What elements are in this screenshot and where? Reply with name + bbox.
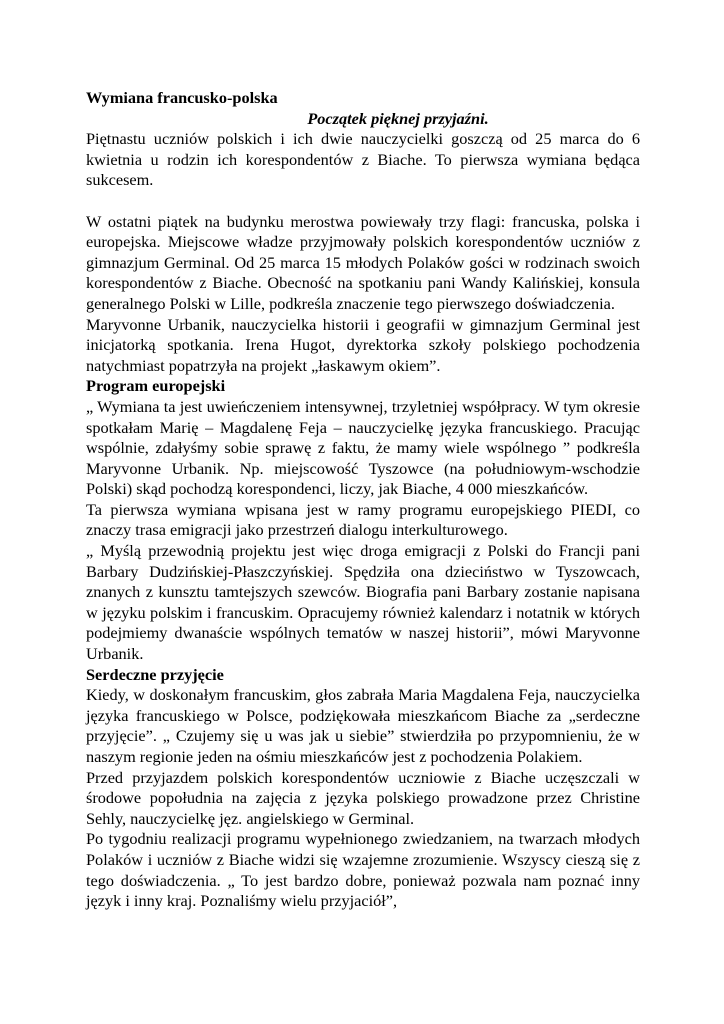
section-heading-program: Program europejski [86,376,226,396]
document-page [86,88,640,912]
article-title: Wymiana francusko-polska [86,88,278,107]
section-heading-welcome: Serdeczne przyjęcie [86,664,224,684]
section2-paragraph: Kiedy, w doskonałym francuskim, głos zabrała Maria Magdalena Feja, nauczycielka języka francuskiego w Polsce, podziękowała mieszkańcom Biache za „serdeczne przyjęcie”. „ Czujemy się u was jak u siebie” stwierdziła po przypomnieniu, że w naszym regionie jeden na ośmiu mieszkańców jest z pochodzenia Polakiem. [86,685,640,766]
section2-paragraph: Przed przyjazdem polskich korespondentów uczniowie z Biache uczęszczali w środowe popołudnia na zajęcia z języka polskiego prowadzone przez Christine Sehly, nauczycielkę jęz. angielskiego w Germinal. [86,767,640,828]
section2-paragraph: Po tygodniu realizacji programu wypełnionego zwiedzaniem, na twarzach młodych Polaków i uczniów z Biache widzi się wzajemne zrozumienie. Wszyscy cieszą się z tego doświadczenia. „ To jest bardzo dobre, ponieważ pozwala nam poznać inny język i inny kraj. Poznaliśmy wielu przyjaciół”, [86,829,640,911]
article-subtitle: Początek pięknej przyjaźni. [307,108,489,128]
section1-paragraph: Ta pierwsza wymiana wpisana jest w ramy programu europejskiego PIEDI, co znaczy trasa emigracji jako przestrzeń dialogu interkulturowego. [86,499,640,540]
section1-paragraph: „ Myślą przewodnią projektu jest więc droga emigracji z Polski do Francji pani Barbary Dudzińskiej-Płaszczyńskiej. Spędziła ona dzieciństwo w Tyszowcach, znanych z kunsztu tamtejszych szewców. Biografia pani Barbary zostanie napisana w języku polskim i francuskim. Opracujemy również kalendarz i notatnik w których podejmiemy dwanaście wspólnych tematów w naszej historii”, mówi Maryvonne Urbanik. [86,541,640,664]
paragraph-spacer [86,191,640,212]
lead-paragraph: Piętnastu uczniów polskich i ich dwie nauczycielki goszczą od 25 marca do 6 kwietnia u rodzin ich korespondentów z Biache. To pierwsza wymiana będąca sukcesem. [86,129,640,190]
intro-paragraph: W ostatni piątek na budynku merostwa powiewały trzy flagi: francuska, polska i europejska. Miejscowe władze przyjmowały polskich korespondentów uczniów z gimnazjum Germinal. Od 25 marca 15 młodych Polaków gości w rodzinach swoich korespondentów z Biache. Obecność na spotkaniu pani Wandy Kalińskiej, konsula generalnego Polski w Lille, podkreśla znaczenie tego pierwszego doświadczenia. [86,211,640,313]
intro-paragraph: Maryvonne Urbanik, nauczycielka historii i geografii w gimnazjum Germinal jest inicjatorką spotkania. Irena Hugot, dyrektorka szkoły polskiego pochodzenia natychmiast popatrzyła na projekt „łaskawym okiem”. [86,314,640,375]
section1-paragraph: „ Wymiana ta jest uwieńczeniem intensywnej, trzyletniej współpracy. W tym okresie spotkałam Marię – Magdalenę Feja – nauczycielkę języka francuskiego. Pracując wspólnie, zdałyśmy sobie sprawę z faktu, że mamy wiele wspólnego ” podkreśla Maryvonne Urbanik. Np. miejscowość Tyszowce (na południowym-wschodzie Polski) skąd pochodzą korespondenci, liczy, jak Biache, 4 000 mieszkańców. [86,396,640,499]
